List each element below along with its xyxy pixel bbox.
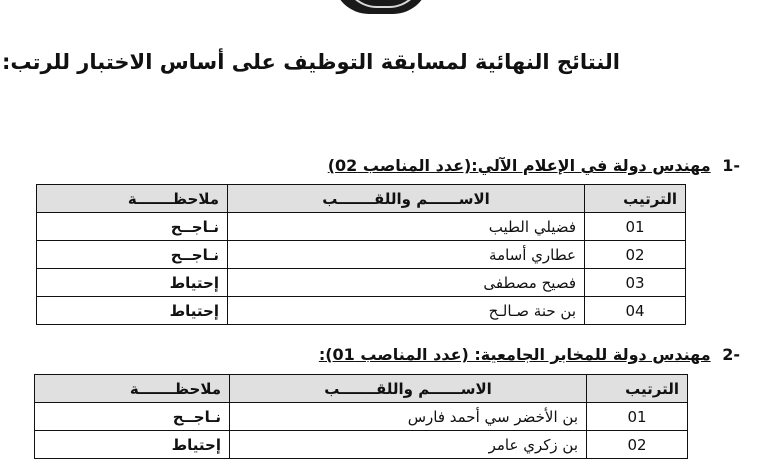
results-table-1 (36, 184, 686, 325)
rank-cell: 02 (585, 241, 686, 269)
rank-cell: 03 (585, 269, 686, 297)
header-note: ملاحظـــــــة (37, 185, 228, 213)
name-cell: عطاري أسامة (228, 241, 585, 269)
table-row (37, 241, 686, 269)
note-cell: نـاجــح (37, 213, 228, 241)
note-cell: إحتياط (35, 431, 230, 459)
results-table-2 (34, 374, 688, 459)
page-title: النتائج النهائية لمسابقة التوظيف على أساس الاختبار للرتب: (1, 50, 620, 74)
table-row (35, 431, 688, 459)
section-2-number: -2 (722, 345, 740, 364)
name-cell: بن زكري عامر (230, 431, 587, 459)
table-row (35, 403, 688, 431)
header-name: الاســــــم واللقـــــــب (230, 375, 587, 403)
table-header-row (37, 185, 686, 213)
note-cell: إحتياط (37, 297, 228, 325)
name-cell: بن الأخضر سي أحمد فارس (230, 403, 587, 431)
table-row (37, 297, 686, 325)
note-cell: إحتياط (37, 269, 228, 297)
name-cell: بن حنة صـالـح (228, 297, 585, 325)
note-cell: نـاجــح (37, 241, 228, 269)
rank-cell: 01 (585, 213, 686, 241)
table-row (37, 213, 686, 241)
emblem-logo (333, 0, 429, 14)
table-header-row (35, 375, 688, 403)
note-cell: نـاجــح (35, 403, 230, 431)
header-rank: الترتيب (585, 185, 686, 213)
section-2-heading (200, 345, 740, 364)
header-name: الاســــــم واللقـــــــب (228, 185, 585, 213)
section-2-title: مهندس دولة للمخابر الجامعية: (عدد المناصب 01): (318, 345, 711, 364)
header-note: ملاحظـــــــة (35, 375, 230, 403)
table-row (37, 269, 686, 297)
header-rank: الترتيب (587, 375, 688, 403)
rank-cell: 04 (585, 297, 686, 325)
name-cell: فضيلي الطيب (228, 213, 585, 241)
name-cell: فصيح مصطفى (228, 269, 585, 297)
section-1-title: مهندس دولة في الإعلام الآلي:(عدد المناصب 02) (327, 156, 711, 175)
rank-cell: 01 (587, 403, 688, 431)
section-1-number: -1 (722, 156, 740, 175)
section-1-heading (200, 156, 740, 175)
rank-cell: 02 (587, 431, 688, 459)
